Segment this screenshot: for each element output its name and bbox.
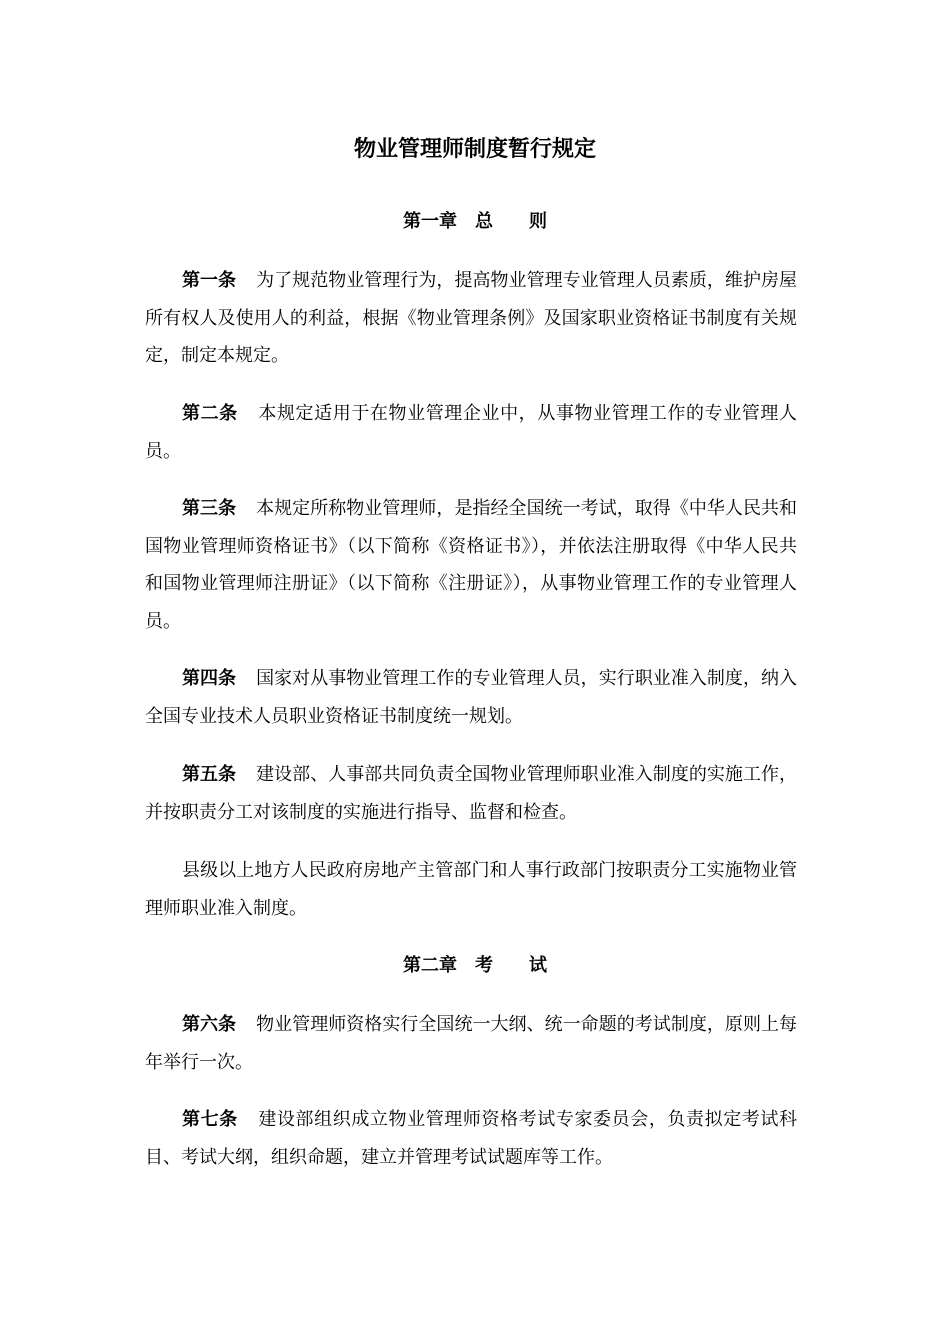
chapter-name-char: 则: [529, 211, 547, 232]
article-label: 第一条: [182, 270, 237, 291]
article-text: 本规定所称物业管理师，是指经全国统一考试，取得《中华人民共和国物业管理师资格证书》（以下简称《资格证书》），并依法注册取得《中华人民共和国物业管理师注册证》（以下简称《注册证》），从事物业管理工作的专业管理人员。: [145, 498, 797, 632]
article-text: 建设部组织成立物业管理师资格考试专家委员会，负责拟定考试科目、考试大纲，组织命题，建立并管理考试试题库等工作。: [145, 1109, 797, 1168]
chapter-label: 第一章: [403, 211, 457, 232]
article-paragraph: [145, 1101, 797, 1176]
article-text: 县级以上地方人民政府房地产主管部门和人事行政部门按职责分工实施物业管理师职业准入制度。: [145, 860, 797, 919]
chapter-name-char: 考: [475, 955, 493, 976]
document-title: 物业管理师制度暂行规定: [353, 137, 596, 162]
article-text: 为了规范物业管理行为，提高物业管理专业管理人员素质，维护房屋所有权人及使用人的利益，根据《物业管理条例》及国家职业资格证书制度有关规定，制定本规定。: [145, 270, 797, 366]
article-label: 第七条: [182, 1109, 238, 1130]
article-paragraph: [145, 1006, 797, 1081]
article-paragraph: [145, 660, 797, 735]
article-paragraph: [145, 395, 797, 470]
article-label: 第四条: [182, 668, 237, 689]
article-label: 第六条: [182, 1014, 237, 1035]
article-text: 本规定适用于在物业管理企业中，从事物业管理工作的专业管理人员。: [145, 403, 797, 462]
article-paragraph: [145, 262, 797, 375]
chapter-heading: [0, 952, 950, 980]
article-text: 国家对从事物业管理工作的专业管理人员，实行职业准入制度，纳入全国专业技术人员职业资格证书制度统一规划。: [145, 668, 797, 727]
chapter-heading: [0, 208, 950, 236]
chapter-name-char: 总: [475, 211, 493, 232]
article-paragraph: [145, 852, 797, 927]
article-paragraph: [145, 490, 797, 640]
article-text: 建设部、人事部共同负责全国物业管理师职业准入制度的实施工作，并按职责分工对该制度的实施进行指导、监督和检查。: [145, 764, 797, 823]
article-label: 第二条: [182, 403, 238, 424]
chapter-name-char: 试: [529, 955, 547, 976]
article-paragraph: [145, 756, 797, 831]
article-label: 第五条: [182, 764, 237, 785]
article-text: 物业管理师资格实行全国统一大纲、统一命题的考试制度，原则上每年举行一次。: [145, 1014, 797, 1073]
chapter-label: 第二章: [403, 955, 457, 976]
article-label: 第三条: [182, 498, 237, 519]
